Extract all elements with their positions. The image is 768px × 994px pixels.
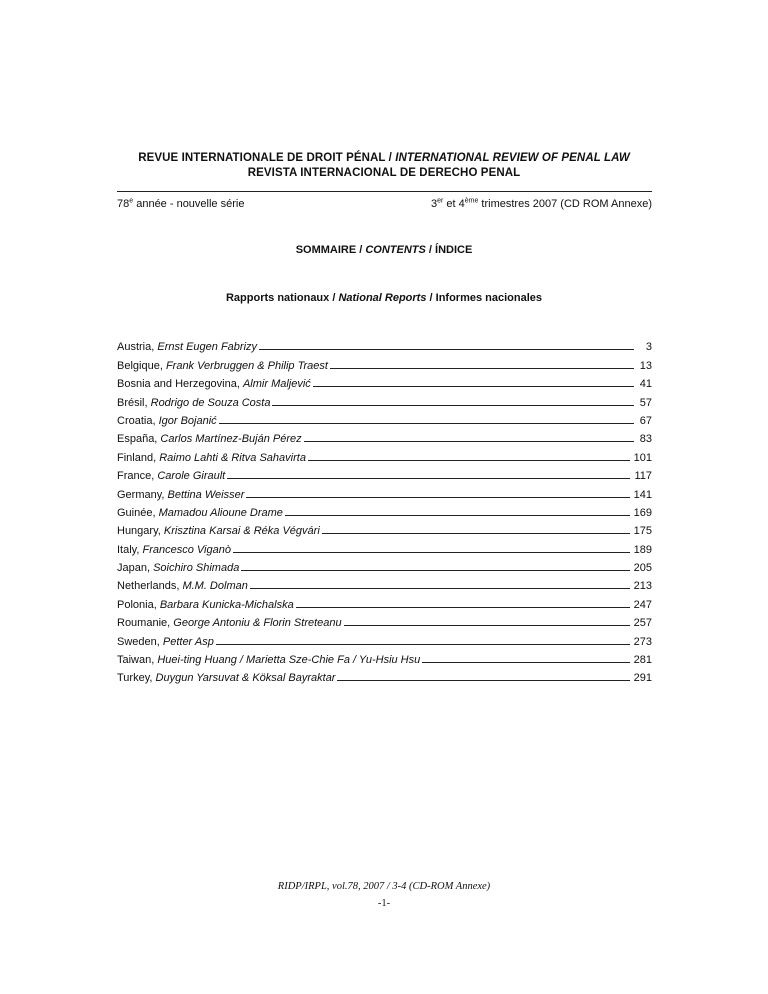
toc-country: Japan, xyxy=(117,562,154,575)
toc-country: Croatia, xyxy=(117,414,159,427)
toc-page-number: 101 xyxy=(633,451,652,464)
contents-heading xyxy=(0,244,768,256)
toc-page-number: 281 xyxy=(633,654,652,667)
toc-page-number: 67 xyxy=(639,414,652,427)
toc-page-number: 189 xyxy=(633,543,652,556)
contents-heading-en: CONTENTS xyxy=(365,244,426,256)
toc-country: Finland, xyxy=(117,451,160,464)
year-number: 78 xyxy=(117,198,130,210)
toc-entry[interactable] xyxy=(117,409,652,427)
issue-text: trimestres 2007 (CD ROM Annexe) xyxy=(478,198,652,210)
toc-page-number: 3 xyxy=(645,341,652,354)
toc-page-number: 83 xyxy=(639,433,652,446)
toc-author: M.M. Dolman xyxy=(182,580,248,593)
toc-leader-line xyxy=(330,368,634,369)
toc-leader-line xyxy=(296,607,630,608)
toc-leader-line xyxy=(227,478,630,479)
toc-author: Petter Asp xyxy=(162,635,214,648)
toc-entry[interactable] xyxy=(117,611,652,629)
toc-page-number: 57 xyxy=(639,396,652,409)
issue-quarters xyxy=(431,198,652,210)
toc-page-number: 169 xyxy=(633,506,652,519)
toc-page-number: 13 xyxy=(639,359,652,372)
toc-author: Almir Maljević xyxy=(242,378,311,391)
year-text: année - nouvelle série xyxy=(133,198,245,210)
toc-page-number: 117 xyxy=(634,470,652,483)
toc-leader-line xyxy=(241,570,629,571)
toc-page-number: 213 xyxy=(633,580,652,593)
toc-country: Hungary, xyxy=(117,525,164,538)
issue-superscript-1: er xyxy=(437,197,444,205)
toc-author: Ernst Eugen Fabrizy xyxy=(157,341,258,354)
toc-page-number: 175 xyxy=(633,525,652,538)
toc-entry[interactable] xyxy=(117,501,652,519)
toc-country: Austria, xyxy=(117,341,158,354)
toc-entry[interactable] xyxy=(117,574,652,592)
toc-entry[interactable] xyxy=(117,629,652,647)
toc-author: Frank Verbruggen & Philip Traest xyxy=(165,359,328,372)
toc-author: Krisztina Karsai & Réka Végvári xyxy=(163,525,320,538)
toc-country: Sweden, xyxy=(117,635,163,648)
journal-title-line2: REVISTA INTERNACIONAL DE DERECHO PENAL xyxy=(247,167,521,179)
toc-country: Polonia, xyxy=(117,598,160,611)
toc-author: Igor Bojanić xyxy=(158,414,217,427)
toc-entry[interactable] xyxy=(117,482,652,500)
toc-leader-line xyxy=(272,405,634,406)
toc-entry[interactable] xyxy=(117,592,652,610)
toc-leader-line xyxy=(308,460,630,461)
toc-country: Taiwan, xyxy=(117,654,158,667)
header-rule xyxy=(117,191,652,192)
year-superscript: e xyxy=(129,197,134,205)
toc-author: Bettina Weisser xyxy=(167,488,245,501)
volume-year xyxy=(117,198,244,210)
toc-entry[interactable] xyxy=(117,666,652,684)
toc-country: Netherlands, xyxy=(117,580,183,593)
toc-leader-line xyxy=(250,588,630,589)
toc-page-number: 291 xyxy=(633,672,652,685)
toc-country: Bosnia and Herzegovina, xyxy=(117,378,243,391)
toc-country: France, xyxy=(117,470,158,483)
toc-author: Huei-ting Huang / Marietta Sze-Chie Fa / Yu-Hsiu Hsu xyxy=(157,654,421,667)
toc-entry[interactable] xyxy=(117,519,652,537)
toc-author: Mamadou Alioune Drame xyxy=(158,506,283,519)
toc-author: Carlos Martínez-Buján Pérez xyxy=(160,433,302,446)
toc-leader-line xyxy=(216,644,630,645)
toc-leader-line xyxy=(219,423,634,424)
journal-title-fr: REVUE INTERNATIONALE DE DROIT PÉNAL / xyxy=(138,152,396,164)
journal-title-en: INTERNATIONAL REVIEW OF PENAL LAW xyxy=(395,152,630,164)
contents-heading-fr: SOMMAIRE / xyxy=(295,244,366,256)
toc-entry[interactable] xyxy=(117,390,652,408)
section-heading-es: / Informes nacionales xyxy=(426,292,543,304)
toc-entry[interactable] xyxy=(117,372,652,390)
toc-country: Turkey, xyxy=(117,672,156,685)
toc-entry[interactable] xyxy=(117,353,652,371)
toc-leader-line xyxy=(322,533,630,534)
toc-leader-line xyxy=(313,386,634,387)
toc-author: Rodrigo de Souza Costa xyxy=(150,396,271,409)
toc-page-number: 41 xyxy=(639,378,652,391)
footer-page-number: -1- xyxy=(377,898,391,909)
toc-entry[interactable] xyxy=(117,537,652,555)
section-heading-fr: Rapports nationaux / xyxy=(225,292,339,304)
issue-number-2: et 4 xyxy=(443,198,465,210)
toc-country: España, xyxy=(117,433,161,446)
toc-country: Germany, xyxy=(117,488,168,501)
toc-country: Brésil, xyxy=(117,396,151,409)
toc-leader-line xyxy=(246,497,629,498)
toc-author: Francesco Viganò xyxy=(142,543,231,556)
journal-title-line1 xyxy=(0,152,768,164)
toc-leader-line xyxy=(259,349,634,350)
toc-author: George Antoniu & Florin Streteanu xyxy=(173,617,342,630)
section-heading-en: National Reports xyxy=(338,292,427,304)
toc-page-number: 273 xyxy=(633,635,652,648)
toc-entry[interactable] xyxy=(117,427,652,445)
toc-page-number: 247 xyxy=(633,598,652,611)
toc-author: Barbara Kunicka-Michalska xyxy=(159,598,294,611)
toc-entry[interactable] xyxy=(117,556,652,574)
toc-page-number: 141 xyxy=(633,488,652,501)
toc-author: Duygun Yarsuvat & Köksal Bayraktar xyxy=(155,672,336,685)
toc-leader-line xyxy=(344,625,630,626)
issue-superscript-2: ème xyxy=(464,197,479,205)
toc-leader-line xyxy=(337,680,629,681)
toc-entry[interactable] xyxy=(117,648,652,666)
toc-author: Soichiro Shimada xyxy=(153,562,240,575)
issue-number-1: 3 xyxy=(430,198,438,210)
toc-country: Guinée, xyxy=(117,506,159,519)
toc-entry[interactable] xyxy=(117,335,652,353)
toc-country: Roumanie, xyxy=(117,617,174,630)
toc-leader-line xyxy=(285,515,630,516)
toc-entry[interactable] xyxy=(117,445,652,463)
footer-citation: RIDP/IRPL, vol.78, 2007 / 3-4 (CD-ROM Annexe) xyxy=(277,881,491,892)
toc-entry[interactable] xyxy=(117,464,652,482)
toc-author: Carole Girault xyxy=(157,470,226,483)
toc-leader-line xyxy=(304,441,634,442)
table-of-contents xyxy=(117,335,652,684)
toc-page-number: 257 xyxy=(633,617,652,630)
toc-author: Raimo Lahti & Ritva Sahavirta xyxy=(159,451,306,464)
toc-leader-line xyxy=(422,662,629,663)
section-heading xyxy=(0,292,768,304)
toc-country: Belgique, xyxy=(117,359,166,372)
toc-leader-line xyxy=(233,552,630,553)
contents-heading-es: / ÍNDICE xyxy=(425,244,473,256)
toc-page-number: 205 xyxy=(633,562,652,575)
toc-country: Italy, xyxy=(117,543,143,556)
